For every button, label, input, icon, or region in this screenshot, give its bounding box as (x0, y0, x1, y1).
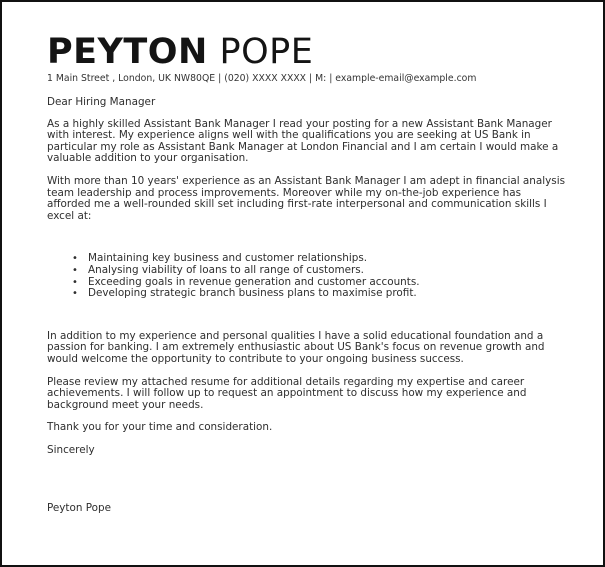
signature: Peyton Pope (47, 502, 111, 515)
salutation: Dear Hiring Manager (47, 96, 156, 108)
bullet-icon: • (72, 276, 78, 288)
applicant-name (47, 32, 313, 72)
skill-text: Developing strategic branch business plans to maximise profit. (88, 287, 417, 300)
skill-text: Maintaining key business and customer relationships. (88, 252, 368, 265)
last-name: POPE (219, 32, 314, 72)
paragraph-intro: As a highly skilled Assistant Bank Manager I read your posting for a new Assistant Bank Manager with interest. My experience aligns well with the qualifications you are seeking at US Bank in particular my role as Assistant Bank Manager at London Financial and I am certain I would make a valuable addition to your organisation. (47, 117, 559, 165)
paragraph-experience: With more than 10 years' experience as an Assistant Bank Manager I am adept in financial analysis team leadership and process improvements. Moreover while my on-the-job experience has afforded me a well-rounded skill set including first-rate interpersonal and communication skills I excel at: (47, 174, 565, 222)
first-name: PEYTON (47, 32, 208, 72)
skill-text: Analysing viability of loans to all range of customers. (88, 263, 364, 276)
bullet-icon: • (72, 288, 78, 300)
paragraph-thanks: Thank you for your time and consideration. (47, 421, 273, 434)
bullet-icon: • (72, 264, 78, 276)
bullet-icon: • (72, 253, 78, 265)
contact-line: 1 Main Street , London, UK NW80QE | (020) XXXX XXXX | M: | example-email@example.com (47, 73, 477, 84)
closing: Sincerely (47, 443, 95, 456)
letter-body (47, 97, 565, 515)
skills-list (47, 253, 565, 299)
skill-text: Exceeding goals in revenue generation and customer accounts. (88, 275, 420, 288)
paragraph-follow-up: Please review my attached resume for additional details regarding my expertise and career achievements. I will follow up to request an appointment to discuss how my experience and background meet your needs. (47, 375, 527, 411)
list-item (72, 288, 565, 300)
paragraph-education: In addition to my experience and personal qualities I have a solid educational foundation and a passion for banking. I am extremely enthusiastic about US Bank's focus on revenue growth and would welcome the opportunity to contribute to your ongoing business success. (47, 329, 545, 365)
